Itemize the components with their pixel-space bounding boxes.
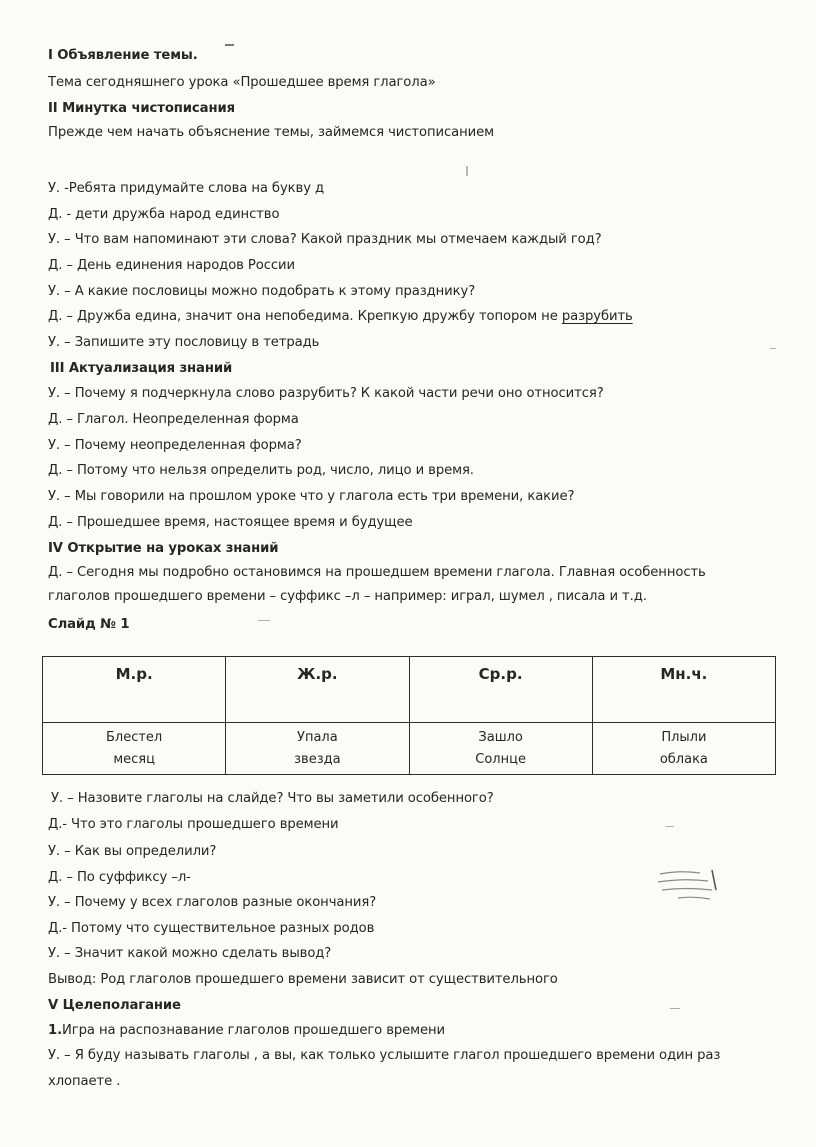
discovery-line: Д. – Сегодня мы подробно остановимся на прошедшем времени глагола. Главная особенность [48, 565, 706, 580]
dialogue-line: У. – Значит какой можно сделать вывод? [48, 946, 332, 961]
scan-speck [466, 166, 468, 176]
section-2-heading: II Минутка чистописания [48, 101, 235, 116]
section-4-heading: IV Открытие на уроках знаний [48, 541, 279, 556]
dialogue-line: У. – Назовите глаголы на слайде? Что вы заметили особенного? [51, 791, 494, 806]
table-cell [226, 723, 409, 775]
dialogue-line: У. – Почему я подчеркнула слово разрубить? К какой части речи оно относится? [48, 386, 604, 401]
scan-speck [258, 620, 270, 621]
table-cell [409, 723, 592, 775]
proverb-line [48, 308, 633, 326]
section-3-heading: III Актуализация знаний [50, 361, 233, 376]
header-masculine: М.р. [43, 657, 226, 723]
dialogue-line: У. -Ребята придумайте слова на букву д [48, 181, 325, 196]
game-number: 1. [48, 1023, 62, 1038]
dialogue-line: У. – Что вам напоминают эти слова? Какой праздник мы отмечаем каждый год? [48, 232, 602, 247]
header-neuter: Ср.р. [409, 657, 592, 723]
cell-noun: месяц [113, 752, 155, 767]
cell-noun: облака [659, 752, 708, 767]
table-row [43, 723, 776, 775]
dialogue-line: Д. – Глагол. Неопределенная форма [48, 412, 299, 427]
table-cell [43, 723, 226, 775]
game-title-line [48, 1022, 445, 1040]
section-1-heading: I Объявление темы. [48, 48, 198, 63]
scan-speck [670, 1008, 680, 1009]
dialogue-line: Д. - дети дружба народ единство [48, 207, 280, 222]
dialogue-line: У. – А какие пословицы можно подобрать к этому празднику? [48, 284, 476, 299]
conclusion-line: Вывод: Род глаголов прошедшего времени зависит от существительного [48, 972, 558, 987]
proverb-text: Д. – Дружба едина, значит она непобедима. Крепкую дружбу топором не [48, 309, 562, 324]
cell-verb: Блестел [105, 730, 163, 745]
dialogue-line: Д. – Прошедшее время, настоящее время и будущее [48, 515, 413, 530]
lesson-topic: Тема сегодняшнего урока «Прошедшее время глагола» [48, 75, 436, 90]
dialogue-line: У. – Почему у всех глаголов разные окончания? [48, 895, 377, 910]
cell-noun: звезда [294, 752, 341, 767]
pencil-scribble-mark [650, 860, 730, 910]
dialogue-line: У. – Мы говорили на прошлом уроке что у глагола есть три времени, какие? [48, 489, 575, 504]
game-title: Игра на распознавание глаголов прошедшего времени [62, 1023, 446, 1038]
dialogue-line: Д.- Что это глаголы прошедшего времени [48, 817, 339, 832]
game-instruction-line: хлопаете . [48, 1074, 121, 1089]
scan-speck [666, 826, 674, 827]
cell-noun: Солнце [475, 752, 526, 767]
table-cell [592, 723, 775, 775]
dialogue-line: У. – Почему неопределенная форма? [48, 438, 302, 453]
table-header-row [43, 657, 776, 723]
cell-verb: Упала [297, 730, 338, 745]
dialogue-line: У. – Как вы определили? [48, 844, 217, 859]
slide-table [42, 656, 776, 775]
slide-label: Слайд № 1 [48, 617, 130, 632]
dialogue-line: У. – Запишите эту пословицу в тетрадь [48, 335, 320, 350]
dialogue-line: Д. – Потому что нельзя определить род, число, лицо и время. [48, 463, 474, 478]
discovery-line: глаголов прошедшего времени – суффикс –л – например: играл, шумел , писала и т.д. [48, 589, 647, 604]
cell-verb: Плыли [661, 730, 707, 745]
section-5-heading: V Целеполагание [48, 998, 181, 1013]
calligraphy-intro: Прежде чем начать объяснение темы, займемся чистописанием [48, 125, 494, 140]
underlined-word: разрубить [561, 309, 633, 324]
header-feminine: Ж.р. [226, 657, 409, 723]
scan-speck [225, 44, 234, 46]
dialogue-line: Д. – По суффиксу –л- [48, 870, 191, 885]
header-plural: Мн.ч. [592, 657, 775, 723]
game-instruction-line: У. – Я буду называть глаголы , а вы, как только услышите глагол прошедшего времени один раз [48, 1048, 721, 1063]
dialogue-line: Д.- Потому что существительное разных родов [48, 921, 375, 936]
dialogue-line: Д. – День единения народов России [48, 258, 295, 273]
cell-verb: Зашло [478, 730, 523, 745]
scan-speck [770, 348, 776, 349]
